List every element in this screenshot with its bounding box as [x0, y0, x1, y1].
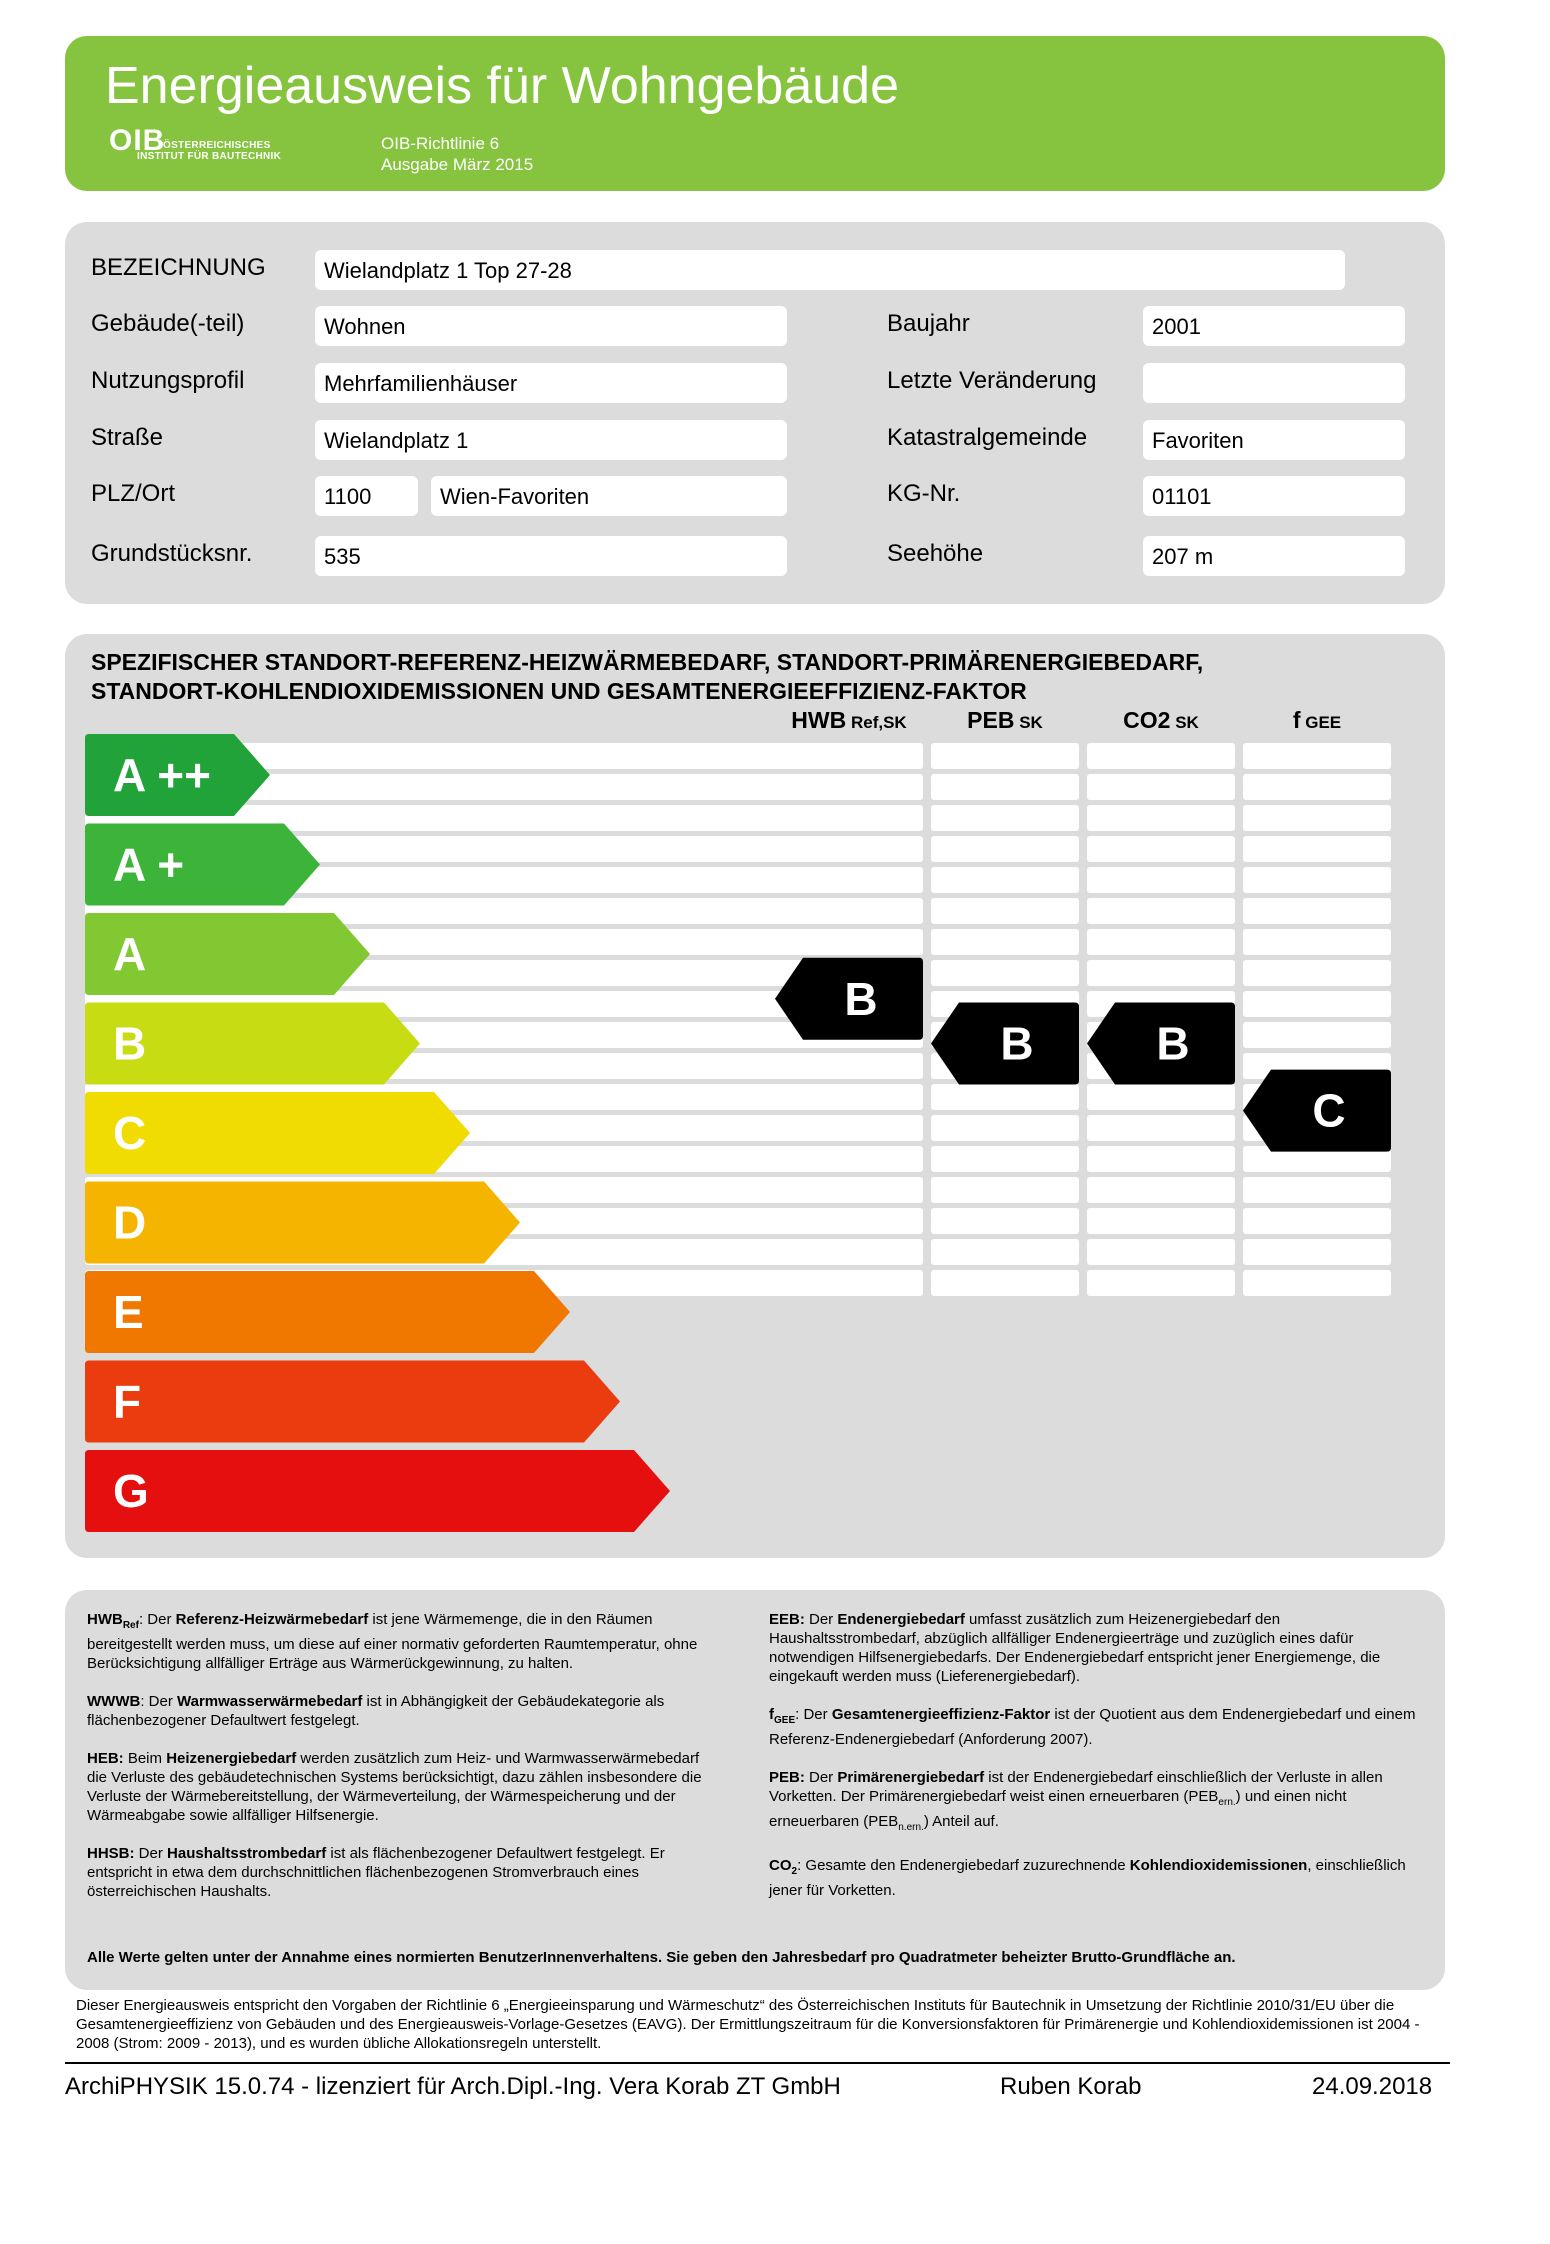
- column-header-0: HWB Ref,SK: [791, 707, 907, 733]
- class-label: G: [113, 1465, 149, 1517]
- oib-logo: OIB: [109, 124, 166, 157]
- legend-left-column: [87, 1610, 719, 1901]
- bezeichnung-label: BEZEICHNUNG: [91, 254, 266, 281]
- baujahr-label: Baujahr: [887, 310, 970, 337]
- energy-rating-panel: [65, 634, 1445, 1558]
- grundstueck-field: 535: [315, 536, 787, 576]
- result-marker-2: [1087, 1003, 1235, 1085]
- class-arrow: [85, 1182, 520, 1264]
- class-label: E: [113, 1286, 144, 1338]
- class-label: A: [113, 928, 147, 980]
- class-label: B: [113, 1017, 147, 1070]
- legend-peb: PEB: Der Primärenergiebedarf ist der Endenergiebedarf einschließlich der Verluste in allen Vorketten. Der Primärenergiebedarf weist einen erneuerbaren $(PEB_{ern.})$ und einen nicht erneuerbaren $(PEB_{n.ern.})$ Anteil auf.: [769, 1769, 1383, 1833]
- nutzung-field: Mehrfamilienhäuser: [315, 363, 787, 403]
- result-marker-1: [931, 1003, 1079, 1085]
- guideline-name: OIB-Richtlinie 6: [381, 134, 500, 153]
- nutzung-label: Nutzungsprofil: [91, 367, 245, 394]
- document-title: Energieausweis für Wohngebäude: [105, 57, 900, 115]
- energy-class-scale: [65, 634, 1445, 1558]
- column-header-2: CO2 SK: [1123, 707, 1199, 733]
- kgnr-field: 01101: [1143, 476, 1405, 516]
- class-bar-8: [85, 1450, 670, 1532]
- software-license: ArchiPHYSIK 15.0.74 - lizenziert für Arch.Dipl.-Ing. Vera Korab ZT GmbH: [65, 2073, 841, 2100]
- rating-title-line1: SPEZIFISCHER STANDORT-REFERENZ-HEIZWÄRMEBEDARF, STANDORT-PRIMÄRENERGIEBEDARF,: [91, 649, 1204, 675]
- result-marker-3: [1243, 1070, 1391, 1152]
- veraenderung-label: Letzte Veränderung: [887, 367, 1097, 394]
- header-banner: [65, 36, 1445, 191]
- gebaeude-field: Wohnen: [315, 306, 787, 346]
- guideline-info: [381, 133, 533, 175]
- bezeichnung-field: Wielandplatz 1 Top 27-28: [315, 250, 1345, 290]
- footnote: Dieser Energieausweis entspricht den Vorgaben der Richtlinie 6 „Energieeinsparung und Wärmeschutz“ des Österreichischen Instituts für Bautechnik in Umsetzung der Richtlinie 2010/31/EU über die Gesamtenergieeffizienz von Gebäuden und des Energieausweis-Vorlage-Gesetzes (EAVG). Der Ermittlungszeitraum für die Konversionsfaktoren für Primärenergie und Kohlendioxidemissionen ist 2004 - 2008 (Strom: 2009 - 2013), und es wurden übliche Allokationsregeln unterstellt.: [76, 1997, 1420, 2052]
- building-info-panel: [65, 222, 1445, 604]
- gebaeude-label: Gebäude(-teil): [91, 310, 245, 337]
- class-bar-7: [85, 1361, 620, 1443]
- legend-hwb: $HWB_{Ref}$: Der Referenz-Heizwärmebedarf ist jene Wärmemenge, die in den Räumen bereitgestellt werden muss, um diese auf einer normativ geforderten Raumtemperatur, ohne Berücksichtigung allfälliger Erträge aus Wärmerückgewinnung, zu halten.: [87, 1611, 698, 1672]
- class-arrow: [85, 1271, 570, 1353]
- class-arrow: [85, 1361, 620, 1443]
- plz-field: 1100: [315, 476, 418, 516]
- result-value: B: [844, 972, 878, 1025]
- class-bar-0: [85, 734, 270, 816]
- legend-panel: [65, 1590, 1445, 1990]
- legend-wwwb: WWWB: Der Warmwasserwärmebedarf ist in Abhängigkeit der Gebäudekategorie als flächenbezogener Defaultwert festgelegt.: [87, 1693, 665, 1729]
- strasse-label: Straße: [91, 424, 164, 451]
- guideline-edition: Ausgabe März 2015: [381, 155, 534, 174]
- legend-hhsb: HHSB: Der Haushaltsstrombedarf ist als flächenbezogener Defaultwert festgelegt. Er entspricht in etwa dem durchschnittlichen flächenbezogenen Stromverbrauch eines österreichischen Haushalts.: [87, 1845, 665, 1900]
- strasse-field: Wielandplatz 1: [315, 420, 787, 460]
- class-bar-4: [85, 1092, 470, 1174]
- class-bar-1: [85, 824, 320, 906]
- plzort-label: PLZ/Ort: [91, 480, 176, 507]
- class-label: A +: [113, 838, 185, 891]
- class-bar-3: [85, 1003, 420, 1085]
- legend-co2: $CO_2$: Gesamte den Endenergiebedarf zuzurechnende Kohlendioxidemissionen, einschließlich jener für Vorketten.: [769, 1857, 1406, 1899]
- class-bar-5: [85, 1182, 520, 1264]
- seehoehe-field: 207 m: [1143, 536, 1405, 576]
- column-header-1: PEB SK: [967, 707, 1043, 733]
- rating-title-line2: STANDORT-KOHLENDIOXIDEMISSIONEN UND GESAMTENERGIEEFFIZIENZ-FAKTOR: [91, 678, 1027, 704]
- author-name: Ruben Korab: [1000, 2073, 1142, 2100]
- legend-heb: HEB: Beim Heizenergiebedarf werden zusätzlich zum Heiz- und Warmwasserwärmebedarf die Verluste des gebäudetechnischen Systems berücksichtigt, dazu zählen insbesondere die Verluste der Wärmebereitstellung, der Wärmeverteilung, der Wärmespeicherung und der Wärmeabgabe sowie allfälliger Hilfsenergie.: [87, 1750, 702, 1824]
- class-label: C: [113, 1107, 147, 1159]
- result-value: B: [1000, 1017, 1034, 1070]
- class-bar-6: [85, 1271, 570, 1353]
- divider: [65, 2062, 1450, 2064]
- legend-fgee: $f_{GEE}$: Der Gesamtenergieeffizienz-Faktor ist der Quotient aus dem Endenergiebedarf und einem Referenz-Endenergiebedarf (Anforderung 2007).: [769, 1706, 1416, 1748]
- veraenderung-field: [1143, 363, 1405, 403]
- column-header-3: f GEE: [1292, 707, 1342, 733]
- katastralgemeinde-field: Favoriten: [1143, 420, 1405, 460]
- grundstueck-label: Grundstücksnr.: [91, 540, 253, 567]
- class-bar-2: [85, 913, 370, 995]
- seehoehe-label: Seehöhe: [887, 540, 984, 567]
- result-value: C: [1312, 1084, 1346, 1137]
- legend-right-column: [769, 1610, 1419, 1900]
- class-label: A ++: [113, 749, 212, 801]
- legend-note: Alle Werte gelten unter der Annahme eines normierten BenutzerInnenverhaltens. Sie geben den Jahresbedarf pro Quadratmeter beheizter Brutto-Grundfläche an.: [87, 1949, 1236, 1966]
- legend-eeb: EEB: Der Endenergiebedarf umfasst zusätzlich zum Heizenergiebedarf den Haushaltsstrombedarf, abzüglich allfälliger Endenergieerträge und zuzüglich eines dafür notwendigen Hilfsenergiebedarfs. Der Endenergiebedarf entspricht jener Energiemenge, die eingekauft werden muss (Lieferenergiebedarf).: [769, 1611, 1381, 1685]
- ort-field: Wien-Favoriten: [431, 476, 787, 516]
- result-value: B: [1156, 1017, 1190, 1070]
- class-label: F: [113, 1375, 142, 1428]
- issue-date: 24.09.2018: [1312, 2073, 1433, 2100]
- result-marker-0: [775, 958, 923, 1040]
- class-arrow: [85, 1450, 670, 1532]
- oib-logo-text: ÖSTERREICHISCHES INSTITUT FÜR BAUTECHNIK: [137, 140, 282, 162]
- class-label: D: [113, 1196, 147, 1249]
- katastralgemeinde-label: Katastralgemeinde: [887, 424, 1088, 451]
- baujahr-field: 2001: [1143, 306, 1405, 346]
- kgnr-label: KG-Nr.: [887, 480, 961, 507]
